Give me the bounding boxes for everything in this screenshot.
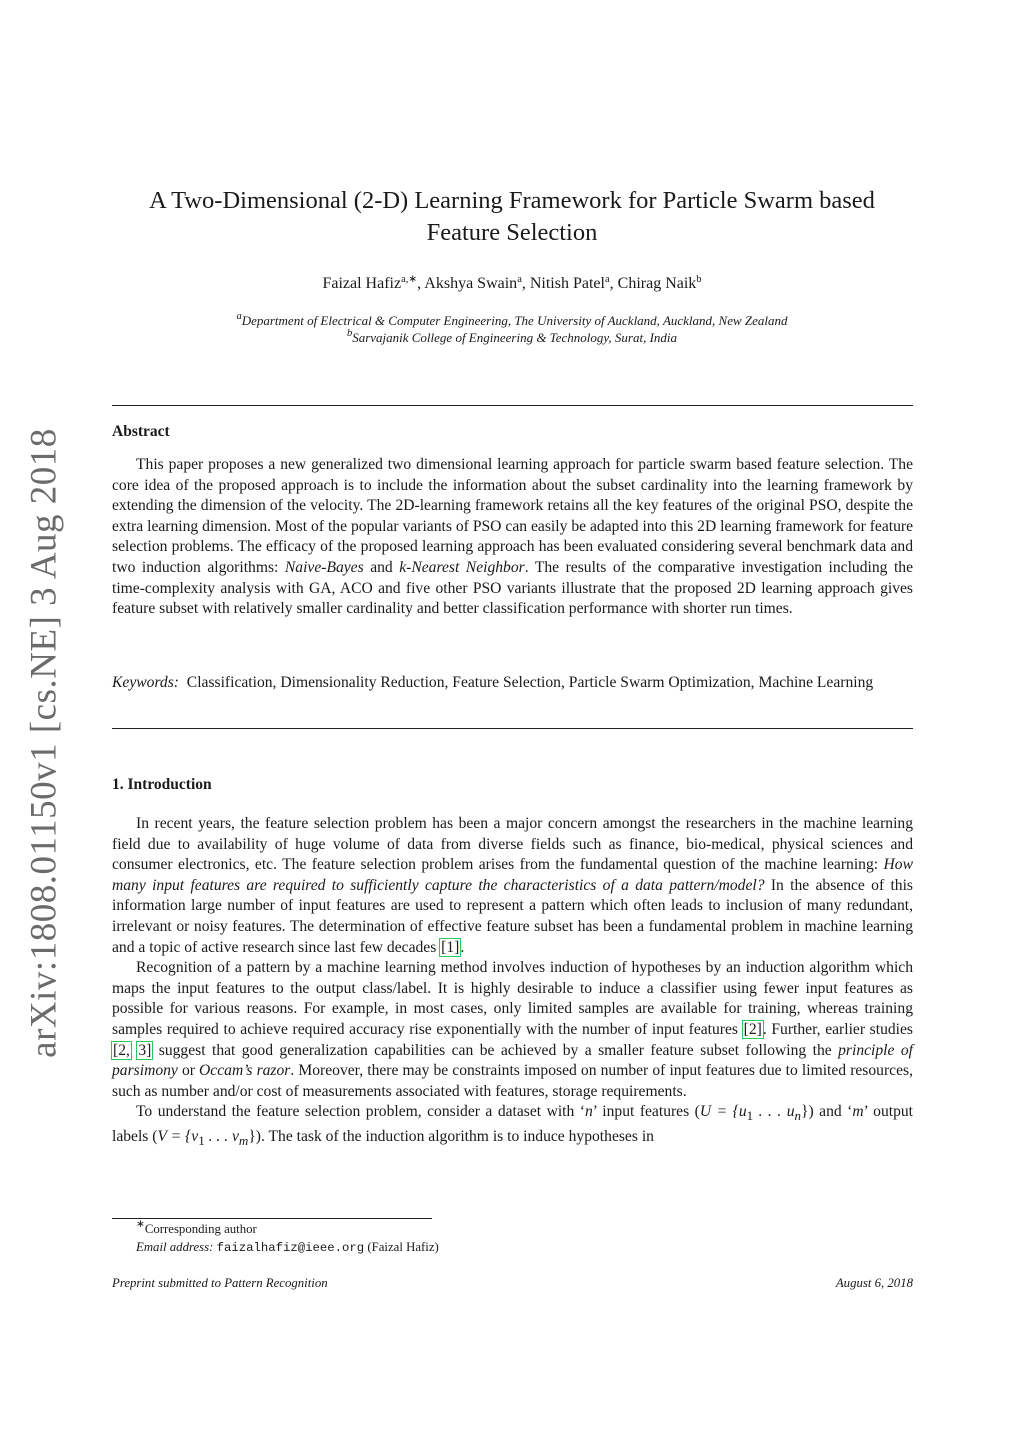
abstract-body: This paper proposes a new generalized two dimensional learning approach for particle swarm based feature selection. The core idea of the proposed approach is to include the information about the subset cardinality into the learning framework by extending the dimension of the velocity. The 2D-learning framework retains all the key features of the original PSO, despite the extra learning dimension. Most of the popular variants of PSO can easily be adapted into this 2D learning framework for feature selection problems. The efficacy of the proposed learning approach has been evaluated considering several benchmark data and two induction algorithms: Naive-Bayes and k-Nearest Neighbor. The results of the comparative investigation including the time-complexity analysis with GA, ACO and five other PSO variants illustrate that the proposed 2D learning approach gives feature subset with relatively smaller cardinality and better classification performance with shorter run times. bbox=[112, 456, 914, 618]
author-affil-mark: a,∗ bbox=[401, 274, 418, 285]
footnote-rule bbox=[112, 1218, 432, 1219]
keywords bbox=[112, 673, 913, 694]
abstract-bottom-rule bbox=[112, 728, 913, 729]
knn-term: k-Nearest Neighbor bbox=[399, 558, 525, 576]
affiliation-a: $^a$Department of Electrical & Computer Engineering, The University of Auckland, Auckland, New Zealand bbox=[236, 311, 788, 328]
intro-paragraph-3: To understand the feature selection problem, consider a dataset with ‘n’ input features ($U = \{u_1$ . . . $u_n$}) and ‘m’ output labels ($V = \{v_1$ . . . $v_m$}). The task of the induction algorithm is to induce hypotheses in bbox=[112, 1103, 914, 1149]
arxiv-identifier-stamp: arXiv:1808.01150v1 [cs.NE] 3 Aug 2018 bbox=[23, 428, 65, 1058]
author-affil-mark: b bbox=[696, 274, 702, 285]
author-affil-mark: a bbox=[604, 274, 610, 285]
keywords-text: Classification, Dimensionality Reduction, Feature Selection, Particle Swarm Optimization, Machine Learning bbox=[186, 674, 874, 691]
abstract-top-rule bbox=[112, 405, 913, 406]
citation-link-1[interactable]: [1] bbox=[441, 938, 460, 956]
title-line-1: A Two-Dimensional (2-D) Learning Framework for Particle Swarm based bbox=[149, 187, 875, 214]
author-name: Faizal Hafiz bbox=[322, 275, 402, 292]
section-heading-introduction: 1. Introduction bbox=[112, 776, 212, 793]
introduction-body bbox=[112, 814, 913, 1152]
citation-link-3[interactable]: 3] bbox=[138, 1041, 152, 1059]
abstract-heading: Abstract bbox=[112, 423, 170, 440]
footer-date: August 6, 2018 bbox=[835, 1276, 913, 1290]
author-name: Nitish Patel bbox=[529, 275, 605, 292]
paper-title bbox=[112, 185, 912, 249]
naive-bayes-term: Naive-Bayes bbox=[284, 558, 364, 576]
author-affil-mark: a bbox=[517, 274, 522, 285]
author-name: Chirag Naik bbox=[617, 275, 697, 292]
footnote-email: Email address: faizalhafiz@ieee.org (Faizal Hafiz) bbox=[136, 1240, 439, 1255]
citation-link-2b[interactable]: [2, bbox=[113, 1041, 130, 1059]
email-link[interactable]: faizalhafiz@ieee.org bbox=[216, 1241, 365, 1255]
author-list: Faizal Hafiz$^{a,∗}$, Akshya Swain$^a$, Nitish Patel$^a$, Chirag Naik$^b$ bbox=[322, 274, 702, 292]
author-name: Akshya Swain bbox=[424, 275, 518, 292]
footnote-corresponding: ∗Corresponding author bbox=[136, 1219, 257, 1236]
footer-submission-note: Preprint submitted to Pattern Recognition bbox=[112, 1276, 328, 1290]
keywords-label: Keywords: bbox=[112, 674, 179, 691]
citation-link-2[interactable]: [2] bbox=[743, 1020, 762, 1038]
intro-paragraph-2: Recognition of a pattern by a machine learning method involves induction of hypotheses by an induction algorithm which maps the input features to the output class/label. It is highly desirable to induce a classifier using fewer input features as possible for various reasons. For example, in most cases, only limited samples are available for training, whereas training samples required to achieve required accuracy rise exponentially with the number of input features [2]. Further, earlier studies [2, 3] suggest that good generalization capabilities can be achieved by a smaller feature subset following the principle of parsimony or Occam’s razor. Moreover, there may be constraints imposed on number of input features due to limited resources, such as number and/or cost of measurements associated with features, storage requirements. bbox=[112, 959, 914, 1100]
title-line-2: Feature Selection bbox=[426, 219, 598, 246]
affiliation-b: $^b$Sarvajanik College of Engineering & Technology, Surat, India bbox=[346, 328, 678, 345]
intro-paragraph-1: In recent years, the feature selection problem has been a major concern amongst the researchers in the machine learning field due to availability of huge volume of data from diverse fields such as finance, bio-medical, physical sciences and consumer electronics, etc. The feature selection problem arises from the fundamental question of the machine learning: How many input features are required to sufficiently capture the characteristics of a data pattern/model? In the absence of this information large number of input features are used to represent a pattern which often leads to inclusion of many redundant, irrelevant or noisy features. The determination of effective feature subset has been a fundamental problem in machine learning and a topic of active research since last few decades [1]. bbox=[112, 815, 913, 956]
